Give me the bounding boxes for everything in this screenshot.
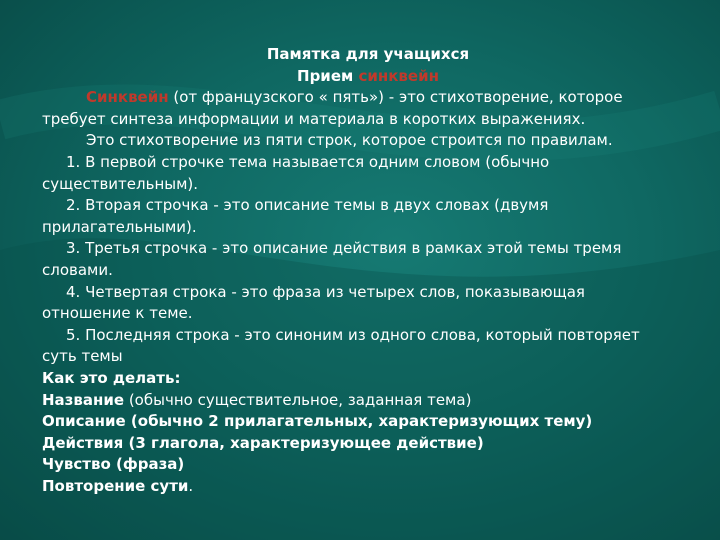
rule-item-3: 3. Третья строчка - это описание действия в рамках этой темы тремя словами. bbox=[42, 239, 622, 279]
howto-heading: Как это делать: bbox=[42, 368, 181, 387]
howto-name-label: Название bbox=[42, 390, 125, 409]
howto-actions: Действия (3 глагола, характеризующее действие) bbox=[42, 433, 484, 452]
memo-text bbox=[42, 44, 678, 497]
subtitle-accent: синквейн bbox=[358, 66, 439, 85]
howto-feeling: Чувство (фраза) bbox=[42, 455, 185, 474]
howto-name-note: (обычно существительное, заданная тема) bbox=[124, 390, 472, 409]
howto-description: Описание (обычно 2 прилагательных, характеризующих тему) bbox=[42, 412, 593, 431]
howto-repeat-end: . bbox=[188, 476, 194, 495]
rule-item-4: 4. Четвертая строка - это фраза из четырех слов, показывающая отношение к теме. bbox=[42, 282, 585, 323]
howto-repeat-label: Повторение сути bbox=[42, 476, 189, 495]
rule-intro: Это стихотворение из пяти строк, которое строится по правилам. bbox=[86, 131, 613, 150]
rule-item-5: 5. Последняя строка - это синоним из одного слова, который повторяет суть темы bbox=[42, 325, 640, 366]
howto-name-line bbox=[42, 390, 678, 412]
memo-subtitle bbox=[42, 66, 678, 88]
memo-title: Памятка для учащихся bbox=[266, 45, 470, 63]
definition-paragraph bbox=[42, 87, 678, 130]
rule-item-1: 1. В первой строчке тема называется одним словом (обычно существительным). bbox=[42, 152, 550, 193]
rule-item-2: 2. Вторая строчка - это описание темы в двух словах (двумя прилагательными). bbox=[42, 196, 549, 236]
subtitle-prefix: Прием bbox=[297, 66, 359, 85]
definition-term: Синквейн bbox=[86, 88, 169, 107]
howto-repeat-line bbox=[42, 476, 678, 498]
definition-text: (от французского « пять») - это стихотворение, которое требует синтеза информации и материала в коротких выражениях. bbox=[42, 88, 623, 128]
